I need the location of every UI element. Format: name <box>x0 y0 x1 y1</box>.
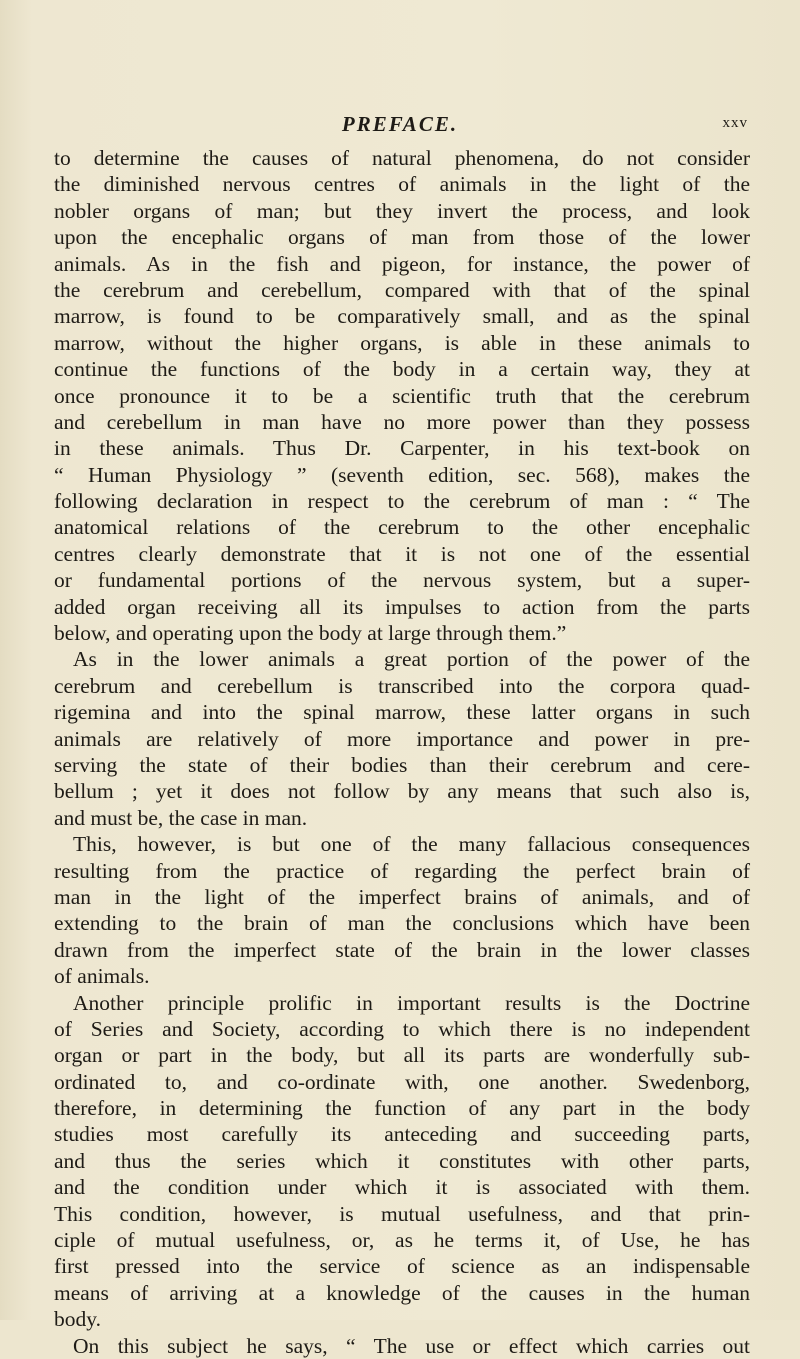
text-line: serving the state of their bodies than their cerebrum and cere- <box>54 752 750 777</box>
text-line: and cerebellum in man have no more power than they possess <box>54 409 750 434</box>
text-line: added organ receiving all its impulses to action from the parts <box>54 594 750 619</box>
text-line: nobler organs of man; but they invert the process, and look <box>54 198 750 223</box>
text-line: and the condition under which it is associated with them. <box>54 1175 750 1200</box>
text-line: in these animals. Thus Dr. Carpenter, in his text-book on <box>54 436 750 461</box>
text-line: the diminished nervous centres of animals in the light of the <box>54 172 750 197</box>
text-line: anatomical relations of the cerebrum to the other encephalic <box>54 515 750 540</box>
text-line: once pronounce it to be a scientific truth that the cerebrum <box>54 383 750 408</box>
text-line: This condition, however, is mutual usefulness, and that prin- <box>54 1201 750 1226</box>
text-line: As in the lower animals a great portion of the power of the <box>73 647 750 672</box>
running-title: PREFACE. <box>341 112 459 136</box>
text-line: to determine the causes of natural phenomena, do not consider <box>54 146 750 170</box>
text-line: On this subject he says, “ The use or effect which carries out <box>73 1333 750 1358</box>
text-line: animals. As in the fish and pigeon, for instance, the power of <box>54 251 750 276</box>
text-line: extending to the brain of man the conclusions which have been <box>54 911 750 936</box>
text-line: organ or part in the body, but all its parts are wonderfully sub- <box>54 1043 750 1068</box>
text-line: continue the functions of the body in a certain way, they at <box>54 357 750 382</box>
text-line: ordinated to, and co-ordinate with, one another. Swedenborg, <box>54 1069 750 1094</box>
text-line: marrow, without the higher organs, is able in these animals to <box>54 330 750 355</box>
page-number: xxv <box>722 115 748 131</box>
text-line: marrow, is found to be comparatively small, and as the spinal <box>54 304 750 329</box>
running-head <box>0 112 800 140</box>
text-line: following declaration in respect to the cerebrum of man : “ The <box>54 489 750 514</box>
text-line: and must be, the case in man. <box>54 805 308 830</box>
body-text <box>54 145 750 1359</box>
text-line: below, and operating upon the body at large through them.” <box>54 621 567 646</box>
text-line: This, however, is but one of the many fallacious consequences <box>73 832 750 857</box>
text-line: “ Human Physiology ” (seventh edition, sec. 568), makes the <box>54 462 750 487</box>
text-line: of Series and Society, according to which there is no independent <box>54 1016 750 1041</box>
text-line: resulting from the practice of regarding the perfect brain of <box>54 858 750 883</box>
text-line: bellum ; yet it does not follow by any means that such also is, <box>54 779 750 804</box>
text-line: therefore, in determining the function of any part in the body <box>54 1096 750 1121</box>
text-line: rigemina and into the spinal marrow, these latter organs in such <box>54 700 750 725</box>
text-line: or fundamental portions of the nervous system, but a super- <box>54 568 750 593</box>
text-line: drawn from the imperfect state of the brain in the lower classes <box>54 937 750 962</box>
text-line: body. <box>54 1307 101 1332</box>
text-line: cerebrum and cerebellum is transcribed into the corpora quad- <box>54 673 750 698</box>
text-line: and thus the series which it constitutes with other parts, <box>54 1148 750 1173</box>
text-line: first pressed into the service of science as an indispensable <box>54 1254 750 1279</box>
text-line: Another principle prolific in important results is the Doctrine <box>73 990 750 1015</box>
text-line: animals are relatively of more importance and power in pre- <box>54 726 750 751</box>
text-line: studies most carefully its anteceding and succeeding parts, <box>54 1122 750 1147</box>
text-line: means of arriving at a knowledge of the causes in the human <box>54 1280 750 1305</box>
text-line: of animals. <box>54 964 150 989</box>
text-line: man in the light of the imperfect brains of animals, and of <box>54 884 750 909</box>
text-line: the cerebrum and cerebellum, compared with that of the spinal <box>54 277 750 302</box>
text-line: centres clearly demonstrate that it is not one of the essential <box>54 541 750 566</box>
text-line: upon the encephalic organs of man from those of the lower <box>54 225 750 250</box>
text-line: ciple of mutual usefulness, or, as he terms it, of Use, he has <box>54 1228 750 1253</box>
